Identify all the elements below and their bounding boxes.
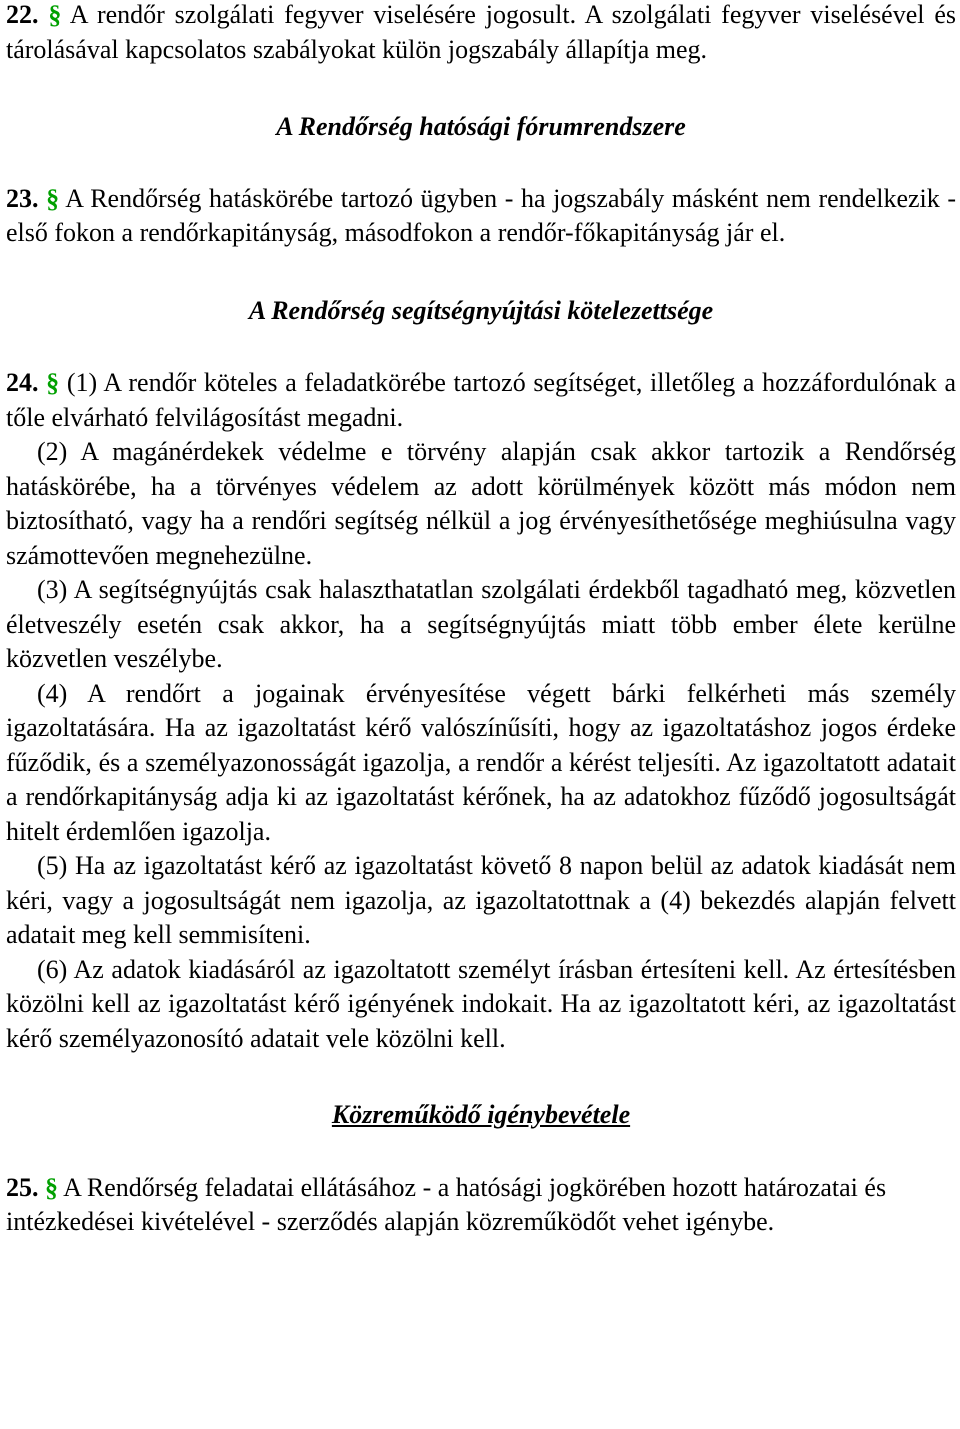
paragraph-sign-icon: § <box>45 1172 58 1202</box>
paragraph-sign-icon: § <box>48 0 62 29</box>
section-number: 23. <box>6 183 39 213</box>
section-24-p3: (3) A segítségnyújtás csak halaszthatatlan szolgálati érdekből tagadható meg, közvetlen életveszély esetén csak akkor, ha a segítségnyújtás miatt több ember élete kerülne közvetlen veszélybe. <box>6 575 956 673</box>
section-number: 24. <box>6 368 39 397</box>
section-text: A Rendőrség feladatai ellátásához - a hatósági jogkörében hozott határozatai és intézkedései kivételével - szerződés alapján közreműködőt vehet igénybe. <box>6 1172 887 1236</box>
section-text: A Rendőrség hatáskörébe tartozó ügyben - ha jogszabály másként nem rendelkezik - első fokon a rendőrkapitányság, másodfokon a rendőr-főkapitányság jár el. <box>6 183 957 247</box>
section-number: 25. <box>6 1172 39 1202</box>
section-23 <box>6 182 956 251</box>
section-22 <box>6 0 956 67</box>
section-24-p1 <box>6 366 956 435</box>
section-number: 22. <box>6 0 39 29</box>
section-text: A rendőr szolgálati fegyver viselésére jogosult. A szolgálati fegyver viselésével és tárolásával kapcsolatos szabályokat külön jogszabály állapítja meg. <box>6 0 957 64</box>
heading-contributor <box>6 1098 956 1133</box>
section-24-p2: (2) A magánérdekek védelme e törvény alapján csak akkor tartozik a Rendőrség hatáskörébe, ha a törvényes védelem az adott körülmények között más módon nem biztosítható, vagy ha a rendőri segítség nélkül a jog érvényesíthetősége meghiúsulna vagy számottevően megnehezülne. <box>6 437 956 570</box>
section-24-p5: (5) Ha az igazoltatást kérő az igazoltatást követő 8 napon belül az adatok kiadását nem kéri, vagy a jogosultságát nem igazolja, az igazoltatottnak a (4) bekezdés alapján felvett adatait meg kell semmisíteni. <box>6 851 956 949</box>
section-25 <box>6 1171 956 1240</box>
heading-assistance-obligation: A Rendőrség segítségnyújtási kötelezettsége <box>248 295 714 325</box>
subsection-1-text: (1) A rendőr köteles a feladatkörébe tartozó segítséget, illetőleg a hozzáfordulónak a tőle elvárható felvilágosítást megadni. <box>6 368 957 432</box>
section-24-p6: (6) Az adatok kiadásáról az igazoltatott személyt írásban értesíteni kell. Az értesítésben közölni kell az igazoltatást kérő igényének indokait. Ha az igazoltatott kéri, az igazoltatást kérő személyazonosító adatait vele közölni kell. <box>6 954 956 1053</box>
paragraph-sign-icon: § <box>46 368 60 397</box>
paragraph-sign-icon: § <box>46 183 60 213</box>
heading-forum-system: A Rendőrség hatósági fórumrendszere <box>276 112 686 141</box>
section-24-p4: (4) A rendőrt a jogainak érvényesítése végett bárki felkérheti más személy igazoltatására. Ha az igazoltatást kérő valószínűsíti, hogy az igazoltatáshoz jogos érdeke fűződik, és a személyazonosságát igazolja, a rendőr a kérést teljesíti. Az igazoltatott adatait a rendőrkapitányság adja ki az igazoltatást kérőnek, ha az adatokhoz fűződő jogosultságát hitelt érdemlően igazolja. <box>6 678 956 846</box>
heading-contributor-text: Közreműködő igénybevétele <box>331 1100 631 1129</box>
